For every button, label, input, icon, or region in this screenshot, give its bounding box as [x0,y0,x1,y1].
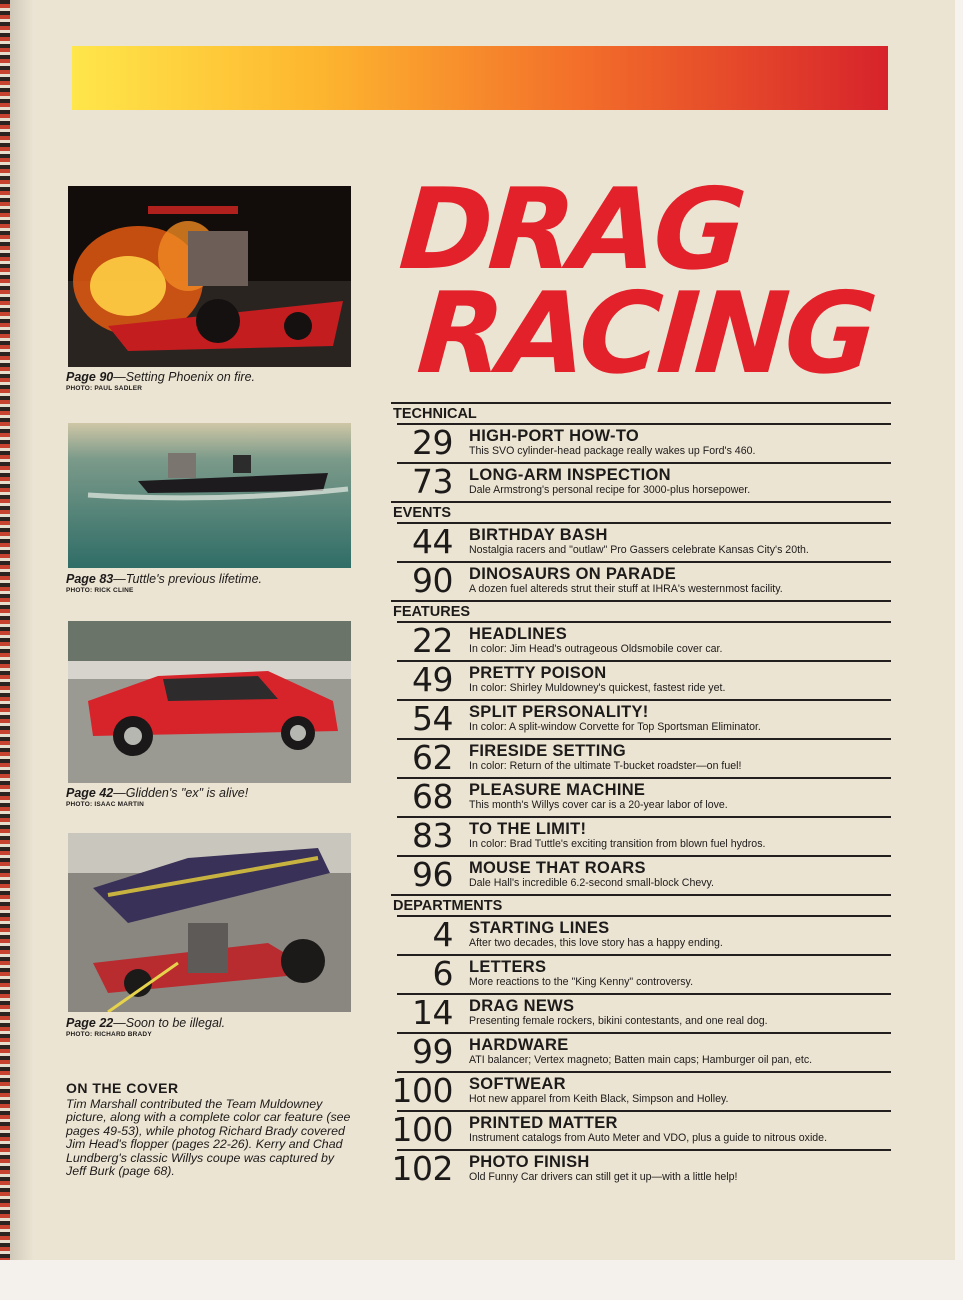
photo-credit: PHOTO: ISAAC MARTIN [66,801,145,808]
toc-entry [397,660,891,699]
gutter-shadow [10,0,34,1300]
entry-title: LONG-ARM INSPECTION [469,466,671,484]
entry-title: STARTING LINES [469,919,610,937]
entry-title: HEADLINES [469,625,568,643]
page-number: 90 [412,561,453,600]
photo-caption [66,370,366,392]
page-number: 62 [412,738,453,777]
toc-entry [397,738,891,777]
table-of-contents [391,402,891,1188]
entry-title: PLEASURE MACHINE [469,781,646,799]
page-number: 73 [412,462,453,501]
entry-description: This month's Willys cover car is a 20-year labor of love. [469,799,728,811]
page-number: 6 [432,954,453,993]
page-number: 102 [391,1149,453,1188]
caption-text: —Tuttle's previous lifetime. [113,572,262,586]
toc-entry [397,1032,891,1071]
section-heading: TECHNICAL [391,402,891,423]
photo-credit: PHOTO: PAUL SADLER [66,385,143,392]
entry-title: LETTERS [469,958,547,976]
cover-heading: ON THE COVER [66,1080,179,1096]
toc-entry [397,993,891,1032]
caption-page: Page 22 [66,1016,114,1030]
header-color-band [72,46,888,110]
toc-entry [397,621,891,660]
caption-text: —Soon to be illegal. [113,1016,226,1030]
entry-description: In color: Return of the ultimate T-bucket roadster—on fuel! [469,760,742,772]
page-number: 83 [412,816,453,855]
entry-description: Presenting female rockers, bikini contestants, and one real dog. [469,1015,768,1027]
section-heading: DEPARTMENTS [391,894,891,915]
toc-entry [397,699,891,738]
toc-entry [397,816,891,855]
masthead [395,165,880,399]
photo-caption [66,1016,366,1038]
entry-title: PHOTO FINISH [469,1153,590,1171]
caption-page: Page 42 [66,786,114,800]
entry-description: This SVO cylinder-head package really wakes up Ford's 460. [469,445,756,457]
photo-caption [66,786,366,808]
toc-entry [397,423,891,462]
caption-text: —Glidden's "ex" is alive! [113,786,249,800]
page-number: 14 [412,993,453,1032]
entry-title: PRETTY POISON [469,664,607,682]
cover-text: Tim Marshall contributed the Team Muldowney picture, along with a complete color car feature (see pages 49-53), while photog Richard Brady covered Jim Head's flopper (pages 22-26). Kerry and Chad Lundberg's classic Willys coupe was captured by Jeff Burk (page 68). [66,1097,351,1179]
entry-description: Old Funny Car drivers can still get it up—with a little help! [469,1171,738,1183]
entry-description: More reactions to the "King Kenny" controversy. [469,976,694,988]
entry-description: ATI balancer; Vertex magneto; Batten main caps; Hamburger oil pan, etc. [469,1054,813,1066]
entry-description: In color: A split-window Corvette for Top Sportsman Eliminator. [469,721,761,733]
entry-description: Instrument catalogs from Auto Meter and VDO, plus a guide to nitrous oxide. [469,1132,828,1144]
entry-description: In color: Shirley Muldowney's quickest, fastest ride yet. [469,682,726,694]
toc-entry [397,915,891,954]
page-number: 99 [412,1032,453,1071]
entry-title: BIRTHDAY BASH [469,526,608,544]
entry-title: SPLIT PERSONALITY! [469,703,649,721]
magazine-binding [0,0,10,1300]
toc-entry [397,954,891,993]
entry-description: In color: Brad Tuttle's exciting transition from blown fuel hydros. [469,838,766,850]
entry-title: DINOSAURS ON PARADE [469,565,677,583]
entry-title: HIGH-PORT HOW-TO [469,427,640,445]
photo-phoenix-fire [68,186,351,367]
entry-description: A dozen fuel altereds strut their stuff at IHRA's westernmost facility. [469,583,783,595]
entry-title: HARDWARE [469,1036,569,1054]
toc-entry [397,561,891,600]
page-number: 22 [412,621,453,660]
page-number: 49 [412,660,453,699]
toc-entry [397,777,891,816]
entry-title: DRAG NEWS [469,997,575,1015]
page-number: 96 [412,855,453,894]
section-heading: FEATURES [391,600,891,621]
photo-credit: PHOTO: RICK CLINE [66,587,134,594]
entry-title: TO THE LIMIT! [469,820,587,838]
entry-description: In color: Jim Head's outrageous Oldsmobile cover car. [469,643,723,655]
photo-caption [66,572,366,594]
entry-description: Hot new apparel from Keith Black, Simpson and Holley. [469,1093,729,1105]
page-number: 4 [432,915,453,954]
page-number: 100 [391,1071,453,1110]
toc-entry [391,1149,891,1188]
page-number: 68 [412,777,453,816]
toc-entry [391,1071,891,1110]
page-number: 54 [412,699,453,738]
photo-red-race-car [68,621,351,783]
caption-page: Page 90 [66,370,114,384]
photo-hydro-boat [68,423,351,568]
photo-credit: PHOTO: RICHARD BRADY [66,1031,152,1038]
entry-title: PRINTED MATTER [469,1114,618,1132]
page-number: 29 [412,423,453,462]
entry-title: FIRESIDE SETTING [469,742,626,760]
masthead-line1: DRAG [395,165,747,295]
entry-title: MOUSE THAT ROARS [469,859,646,877]
page-edge-bottom [0,1260,963,1300]
on-the-cover [66,1080,356,1178]
page-number: 44 [412,522,453,561]
page-edge-right [955,0,963,1300]
toc-entry [397,462,891,501]
section-heading: EVENTS [391,501,891,522]
toc-entry [391,1110,891,1149]
entry-description: Dale Armstrong's personal recipe for 3000-plus horsepower. [469,484,751,496]
entry-description: After two decades, this love story has a happy ending. [469,937,723,949]
photo-funny-car [68,833,351,1012]
caption-page: Page 83 [66,572,114,586]
masthead-line2: RACING [413,269,878,399]
caption-text: —Setting Phoenix on fire. [113,370,256,384]
page-number: 100 [391,1110,453,1149]
entry-description: Nostalgia racers and "outlaw" Pro Gassers celebrate Kansas City's 20th. [469,544,809,556]
entry-title: SOFTWEAR [469,1075,566,1093]
entry-description: Dale Hall's incredible 6.2-second small-block Chevy. [469,877,714,889]
toc-entry [397,855,891,894]
toc-entry [397,522,891,561]
